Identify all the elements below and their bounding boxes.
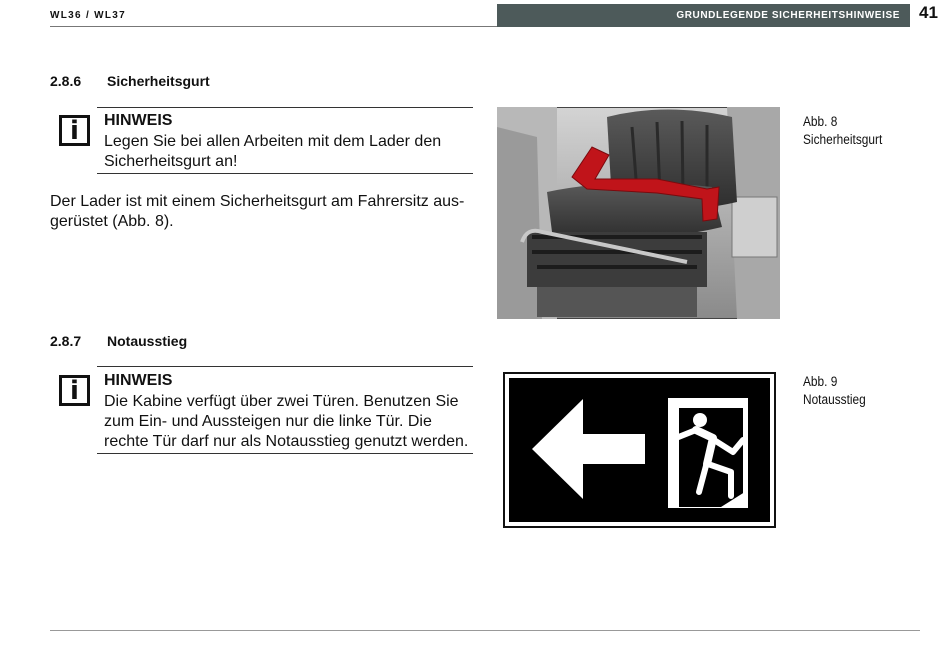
document-model: WL36 / WL37 xyxy=(50,10,126,21)
info-icon: i xyxy=(59,375,90,406)
header-section-bar xyxy=(497,4,910,27)
info-icon: i xyxy=(59,115,90,146)
note-text xyxy=(104,392,469,452)
note-top-rule xyxy=(97,107,473,108)
note-text xyxy=(104,132,469,172)
section-title: Notausstieg xyxy=(107,333,188,349)
note-line: Die Kabine verfügt über zwei Türen. Benutzen Sie xyxy=(104,393,459,410)
note-line: Sicherheitsgurt an! xyxy=(104,153,238,170)
body-line: Der Lader ist mit einem Sicherheitsgurt am Fahrersitz aus- xyxy=(50,193,465,210)
emergency-exit-sign xyxy=(503,372,776,528)
note-title: HINWEIS xyxy=(104,372,173,389)
section-number: 2.8.7 xyxy=(50,333,82,349)
body-paragraph xyxy=(50,192,475,232)
header-section-title: GRUNDLEGENDE SICHERHEITSHINWEISE xyxy=(676,10,900,21)
figure-label: Abb. 8 xyxy=(803,114,838,129)
figure-caption: Notausstieg xyxy=(803,392,866,407)
note-top-rule xyxy=(97,366,473,367)
section-number: 2.8.6 xyxy=(50,73,82,89)
header-rule xyxy=(50,26,497,27)
note-bottom-rule xyxy=(97,453,473,454)
note-line: rechte Tür darf nur als Notausstieg genutzt werden. xyxy=(104,433,469,450)
note-bottom-rule xyxy=(97,173,473,174)
body-line: gerüstet (Abb. 8). xyxy=(50,213,174,230)
note-title: HINWEIS xyxy=(104,112,173,129)
figure-label: Abb. 9 xyxy=(803,374,838,389)
figure-caption: Sicherheitsgurt xyxy=(803,132,883,147)
note-line: zum Ein- und Aussteigen nur die linke Tür. Die xyxy=(104,413,432,430)
section-title: Sicherheitsgurt xyxy=(107,73,210,89)
seat-belt-photo xyxy=(497,107,780,319)
footer-rule xyxy=(50,630,920,631)
page-number: 41 xyxy=(919,3,938,22)
note-line: Legen Sie bei allen Arbeiten mit dem Lader den xyxy=(104,133,442,150)
